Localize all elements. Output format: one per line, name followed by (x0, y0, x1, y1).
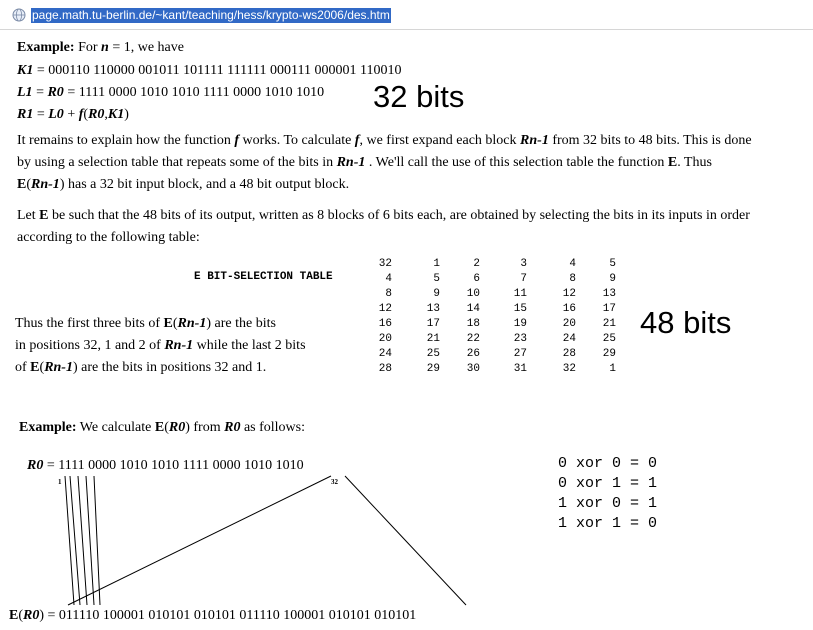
mapping-line (68, 476, 331, 605)
table-cell: 8 (569, 273, 576, 285)
table-cell: 29 (602, 348, 616, 360)
bit-label-32: 32 (331, 478, 338, 486)
table-cell: 23 (513, 333, 527, 345)
example2-intro: Example: We calculate E(R0) from R0 as follows: (19, 420, 306, 435)
table-cell: 13 (426, 303, 440, 315)
example-label: Example: (17, 40, 75, 55)
table-cell: 21 (602, 318, 616, 330)
xor-row: 1 xor 1 = 0 (558, 515, 658, 532)
table-cell: 22 (466, 333, 480, 345)
table-cell: 12 (562, 288, 576, 300)
table-cell: 24 (562, 333, 576, 345)
annotation-32-bits: 32 bits (373, 79, 465, 114)
mapping-line (94, 476, 100, 605)
k1-line: K1 = 000110 110000 001011 101111 111111 000111 000001 110010 (17, 63, 402, 78)
table-cell: 6 (473, 273, 480, 285)
table-cell: 28 (378, 363, 392, 375)
table-cell: 29 (426, 363, 440, 375)
xor-row: 0 xor 0 = 0 (558, 455, 658, 472)
bit-label-1: 1 (58, 478, 62, 486)
table-cell: 32 (562, 363, 576, 375)
table-cell: 1 (433, 258, 440, 270)
table-cell: 9 (433, 288, 440, 300)
table-cell: 17 (426, 318, 440, 330)
table-cell: 26 (466, 348, 480, 360)
table-cell: 11 (513, 288, 527, 300)
table-cell: 14 (466, 303, 480, 315)
table-cell: 30 (466, 363, 480, 375)
table-cell: 25 (602, 333, 616, 345)
table-cell: 3 (520, 258, 527, 270)
mapping-line (78, 476, 87, 605)
table-cell: 12 (378, 303, 392, 315)
table-cell: 13 (602, 288, 616, 300)
table-cell: 5 (609, 258, 616, 270)
url-text[interactable]: page.math.tu-berlin.de/~kant/teaching/hess/krypto-ws2006/des.htm (32, 8, 390, 22)
table-cell: 15 (513, 303, 527, 315)
explanation-paragraph: It remains to explain how the function f works. To calculate f, we first expand each block Rn-1 from 32 bits to 48 bits. This is done by using a selection table that repeats some of the bits in Rn-1 . We'll call the use of this selection table the function E. Thus E(Rn-1) has a 32 bit input block, and a 48 bit output block. (17, 133, 752, 192)
table-cell: 19 (513, 318, 527, 330)
table-cell: 8 (385, 288, 392, 300)
r1-line: R1 = L0 + f(R0,K1) (17, 107, 129, 122)
example-label: Example: (19, 420, 77, 435)
table-cell: 18 (466, 318, 480, 330)
l1-line: L1 = R0 = 1111 0000 1010 1010 1111 0000 1010 1010 (17, 85, 325, 100)
xor-row: 1 xor 0 = 1 (558, 495, 658, 512)
table-cell: 2 (473, 258, 480, 270)
table-cell: 32 (378, 258, 392, 270)
table-cell: 21 (426, 333, 440, 345)
table-cell: 20 (562, 318, 576, 330)
table-cell: 9 (609, 273, 616, 285)
table-cell: 17 (602, 303, 616, 315)
table-cell: 20 (378, 333, 392, 345)
table-cell: 16 (378, 318, 392, 330)
table-cell: 7 (520, 273, 527, 285)
table-cell: 16 (562, 303, 576, 315)
table-cell: 27 (513, 348, 527, 360)
table-cell: 4 (385, 273, 392, 285)
table-cell: 5 (433, 273, 440, 285)
mapping-line (65, 476, 74, 605)
table-cell: 1 (609, 363, 616, 375)
table-cell: 28 (562, 348, 576, 360)
table-cell: 4 (569, 258, 576, 270)
annotation-48-bits: 48 bits (640, 305, 732, 340)
selection-paragraph: Let E be such that the 48 bits of its output, written as 8 blocks of 6 bits each, are obtained by selecting the bits in its inputs in order according to the following table: (17, 208, 750, 245)
table-cell: 10 (466, 288, 480, 300)
mapping-line (345, 476, 466, 605)
xor-row: 0 xor 1 = 1 (558, 475, 658, 492)
side-explanation: Thus the first three bits of E(Rn-1) are the bits in positions 32, 1 and 2 of Rn-1 while the last 2 bits of E(Rn-1) are the bits in positions 32 and 1. (15, 316, 306, 375)
table-cell: 25 (426, 348, 440, 360)
e-r0-line: E(R0) = 011110 100001 010101 010101 011110 100001 010101 010101 (9, 608, 417, 623)
mapping-line (86, 476, 94, 605)
table-cell: 24 (378, 348, 392, 360)
r0-line: R0 = 1111 0000 1010 1010 1111 0000 1010 1010 (27, 458, 304, 473)
table-title: E BIT-SELECTION TABLE (194, 271, 333, 283)
mapping-line (70, 476, 80, 605)
table-cell: 31 (513, 363, 527, 375)
example1-intro: Example: For n = 1, we have (17, 40, 184, 55)
